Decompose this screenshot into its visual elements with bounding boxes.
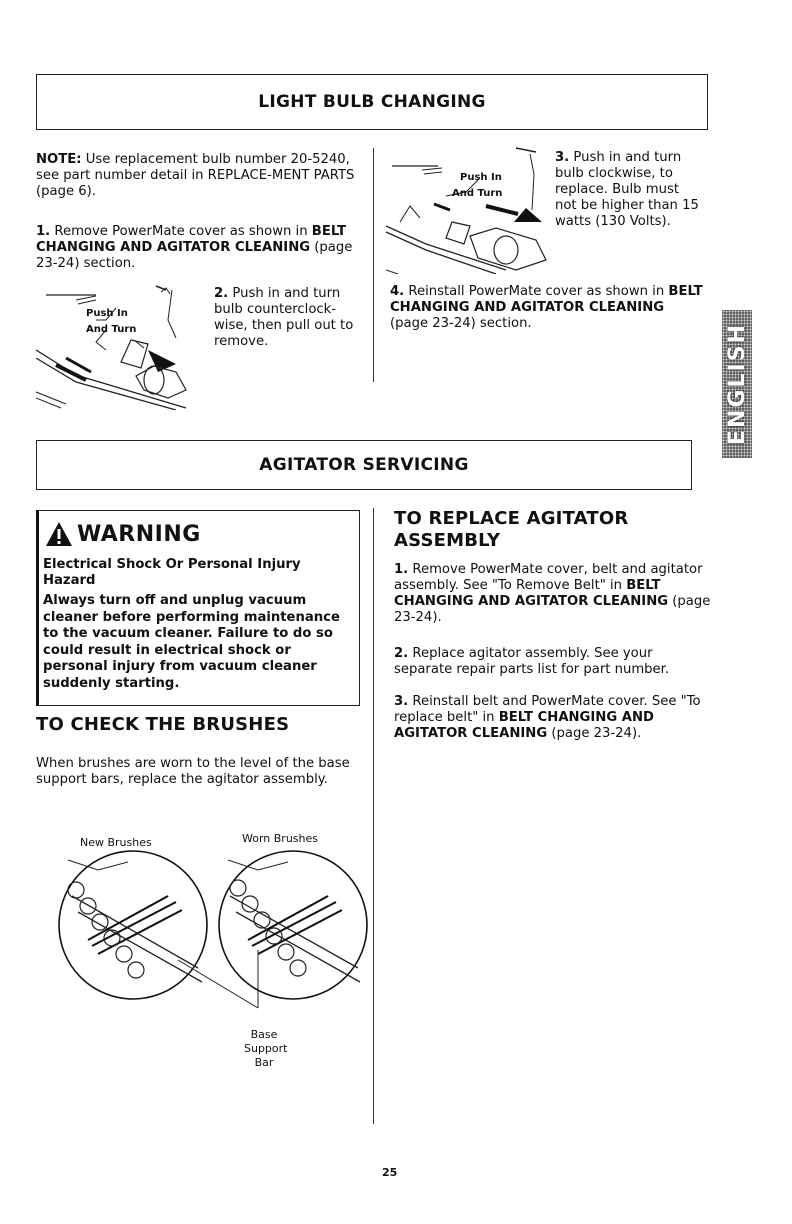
warning-body: Always turn off and unplug vacuum cleaner before performing maintenance to the vacuum cleaner. Failure to do so could result in electrical shock or personal injury from vacuum cleaner suddenly starting. xyxy=(43,593,340,691)
column-divider-bottom xyxy=(373,508,374,1124)
replace-step-1: 1. Remove PowerMate cover, belt and agitator assembly. See "To Remove Belt" in BELT CHANGING AND AGITATOR CLEANING (page 23-24). xyxy=(394,562,711,625)
section-title-light-bulb xyxy=(36,74,708,130)
replace-step-2: 2. Replace agitator assembly. See your separate repair parts list for part number. xyxy=(394,646,670,677)
light-bulb-title-text: LIGHT BULB CHANGING xyxy=(258,92,486,112)
bulb-removal-diagram xyxy=(36,280,206,410)
label-new-brushes: New Brushes xyxy=(80,836,152,849)
diagram-label-push-in-left: Push In xyxy=(86,308,128,319)
section-title-agitator xyxy=(36,440,692,490)
replace-heading: TO REPLACE AGITATOR ASSEMBLY xyxy=(394,508,629,551)
brushes-heading: TO CHECK THE BRUSHES xyxy=(36,714,290,735)
bulb-step-4: 4. Reinstall PowerMate cover as shown in BELT CHANGING AND AGITATOR CLEANING (page 23-24) section. xyxy=(390,284,703,331)
warning-triangle-icon xyxy=(45,521,73,547)
agitator-title-text: AGITATOR SERVICING xyxy=(259,455,469,475)
warning-hazard-line-2: Hazard xyxy=(43,573,96,588)
warning-hazard-line-1: Electrical Shock Or Personal Injury xyxy=(43,557,301,572)
warning-title: WARNING xyxy=(77,521,201,547)
column-divider-top xyxy=(373,148,374,382)
diagram-label-and-turn-left: And Turn xyxy=(86,324,137,335)
language-tab-label: ENGLISH xyxy=(724,323,750,445)
brushes-comparison-diagram xyxy=(58,850,368,1010)
replace-step-3: 3. Reinstall belt and PowerMate cover. See "To replace belt" in BELT CHANGING AND AGITATOR CLEANING (page 23-24). xyxy=(394,694,701,741)
brushes-body: When brushes are worn to the level of the base support bars, replace the agitator assembly. xyxy=(36,756,350,787)
bulb-step-3: 3. Push in and turn bulb clockwise, to replace. Bulb must not be higher than 15 watts (130 Volts). xyxy=(555,150,699,229)
warning-box xyxy=(36,510,360,706)
diagram-label-push-in-right: Push In xyxy=(460,172,502,183)
page-number: 25 xyxy=(382,1166,398,1179)
note-text: Use replacement bulb number 20-5240, see part number detail in REPLACE-MENT PARTS (page 6). xyxy=(36,152,355,199)
bulb-note xyxy=(36,152,358,200)
diagram-label-and-turn-right: And Turn xyxy=(452,188,503,199)
note-label: NOTE: xyxy=(36,152,82,167)
language-tab-english xyxy=(722,310,752,458)
bulb-step-1: 1. Remove PowerMate cover as shown in BELT CHANGING AND AGITATOR CLEANING (page 23-24) section. xyxy=(36,224,353,271)
label-base-support-bar: Base Support Bar xyxy=(244,1028,288,1069)
bulb-install-diagram xyxy=(386,144,556,274)
bulb-step-2: 2. Push in and turn bulb counterclock-wise, then pull out to remove. xyxy=(214,286,354,349)
warning-header xyxy=(45,521,201,547)
label-worn-brushes: Worn Brushes xyxy=(242,832,319,845)
